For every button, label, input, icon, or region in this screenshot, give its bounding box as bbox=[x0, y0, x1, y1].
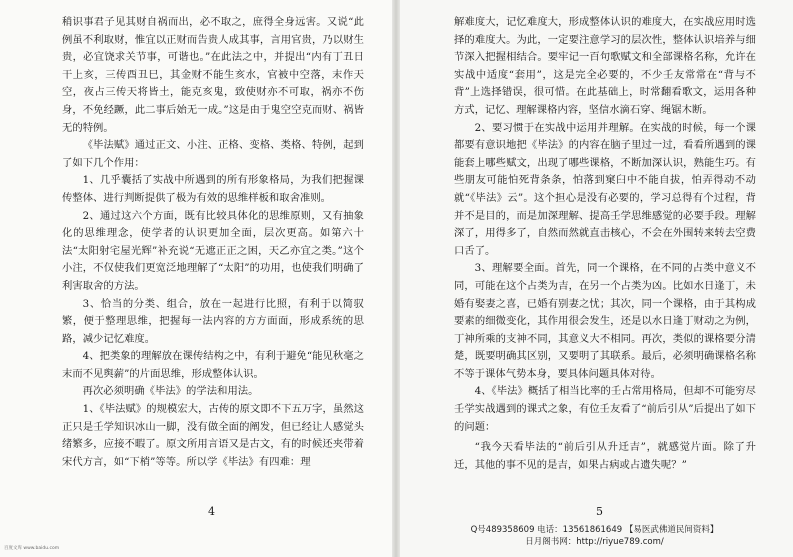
paragraph: 4、把类象的理解放在课传结构之中，有利于避免“能见秋毫之末而不见舆薪”的片面思维，形成整体认识。 bbox=[62, 350, 364, 380]
page-number-right: 5 bbox=[596, 505, 603, 518]
watermark: 百度文库 www.baidu.com bbox=[4, 546, 60, 551]
paragraph: 3、恰当的分类、组合，放在一起进行比照，有利于以简驭繁，便于整理思维，把握每一法内容的方方面面，形成系统的思路，减少记忆难度。 bbox=[62, 297, 364, 345]
book-gutter bbox=[392, 0, 400, 557]
paragraph: 1、《毕法赋》的规模宏大，古传的原文即不下五万字，虽然这正只是壬学知识冰山一脚，没有做全面的阐发，但已经让人感觉头绪繁多，应接不暇了。原文所用言语又是古文，有的时候还夹带着宋代方言，如“下梢”等等。所以学《毕法》有四难：理 bbox=[62, 403, 364, 468]
quotation: “我今天看毕法的“前后引从升迁吉”，就感觉片面。除了升迁，其他的事不见的是吉，如果占病或占遗失呢？” bbox=[454, 441, 756, 471]
paragraph: 2、要习惯于在实战中运用并理解。在实战的时候，每一个课都要有意识地把《毕法》的内容在脑子里过一过，看看所遇到的课能套上哪些赋文，出现了哪些课格，不断加深认识，熟能生巧。有些朋友可能怕死背条条，怕落到窠臼中不能自拔，怕弄得动不动就“《毕法》云”。这个担心是没有必要的，学习总得有个过程，背并不是目的，而是加深理解、提高壬学思维感觉的必要手段。理解深了，用得多了，自然而然就直击核心，不会在外围转来转去空费口舌了。 bbox=[454, 121, 756, 257]
right-page-text bbox=[454, 14, 756, 474]
paragraph: 2、通过这六个方面，既有比较具体化的思维原则，又有抽象化的思维理念，使学者的认识更加全面，层次更高。如第六十法“太阳射宅屋光辉”补充说“无遮正正之困，天乙亦宜之类。”这个小注，不仅使我们更宽泛地理解了“太阳”的功用，也使我们明确了利害取舍的方法。 bbox=[62, 209, 364, 292]
paragraph: 3、理解要全面。首先，同一个课格，在不同的占类中意义不同，可能在这个占类为吉，在另一个占类为凶。比如水日逢丁，未婚有娶妻之喜，已婚有别妻之忧；其次，同一个课格，由于其构成要素的细微变化，其作用很会发生，还是以水日逢丁财动之为例，丁神所乘的支神不同，其意义大不相同。再次，类似的课格要分清楚，既要明确其区别，又要明了其联系。最后，必须明确课格名称不等于课体气势本身，要具体问题具体对待。 bbox=[454, 262, 756, 380]
paragraph: 《毕法赋》通过正文、小注、正格、变格、类格、特例，起到了如下几个作用： bbox=[62, 139, 364, 169]
paragraph: 再次必须明确《毕法》的学法和用法。 bbox=[82, 385, 259, 398]
paragraph: 解难度大，记忆难度大，形成整体认识的难度大，在实战应用时选择的难度大。为此，一定要注意学习的层次性，整体认识培养与细节深入把握相结合。要牢记一百句歌赋文和全部课格名称，允许在实战中适度“套用”，这是完全必要的，不少壬友常常在“背与不背”上选择错误，很可惜。在此基础上，时常翻看歌文，运用各种方式，记忆、理解课格内容，坚信水滴石穿、绳锯木断。 bbox=[454, 16, 756, 116]
paragraph: 1、几乎囊括了实战中所遇到的所有形象格局，为我们把握课传整体、进行判断提供了极为有效的思维样板和取舍准则。 bbox=[62, 174, 364, 204]
paragraph: 稍识事君子见其财自祸而出，必不取之，庶得全身远害。又说“此例虽不利取财，惟宜以正财而告贵人成其事，言用官贵，乃以财生贵，必宜饶求关节事，可谐也。”在此法之中，并提出“内有丁丑日干上亥，三传酉丑巳，其金财不能生亥水，官被中空落，末作天空，夜占三传天将皆土，能克亥鬼，致使财亦不可取，祸亦不伤身，不免经蹶，此二事后始无一成。”这是由于鬼空空克而财、祸皆无的特例。 bbox=[62, 16, 364, 134]
paragraph: 4、《毕法》概括了相当比率的壬占常用格局，但却不可能穷尽壬学实战遇到的课式之象，有位壬友看了“前后引从”后提出了如下的问题： bbox=[454, 385, 756, 433]
footer-contact: Q号489358609 电话：13561861649 【易医武佛道民间资料】 bbox=[470, 525, 719, 535]
footer-website: 日月阁书网：http://riyue789.com/ bbox=[525, 537, 664, 547]
page-number-left: 4 bbox=[208, 505, 215, 518]
left-page-text bbox=[62, 14, 364, 471]
